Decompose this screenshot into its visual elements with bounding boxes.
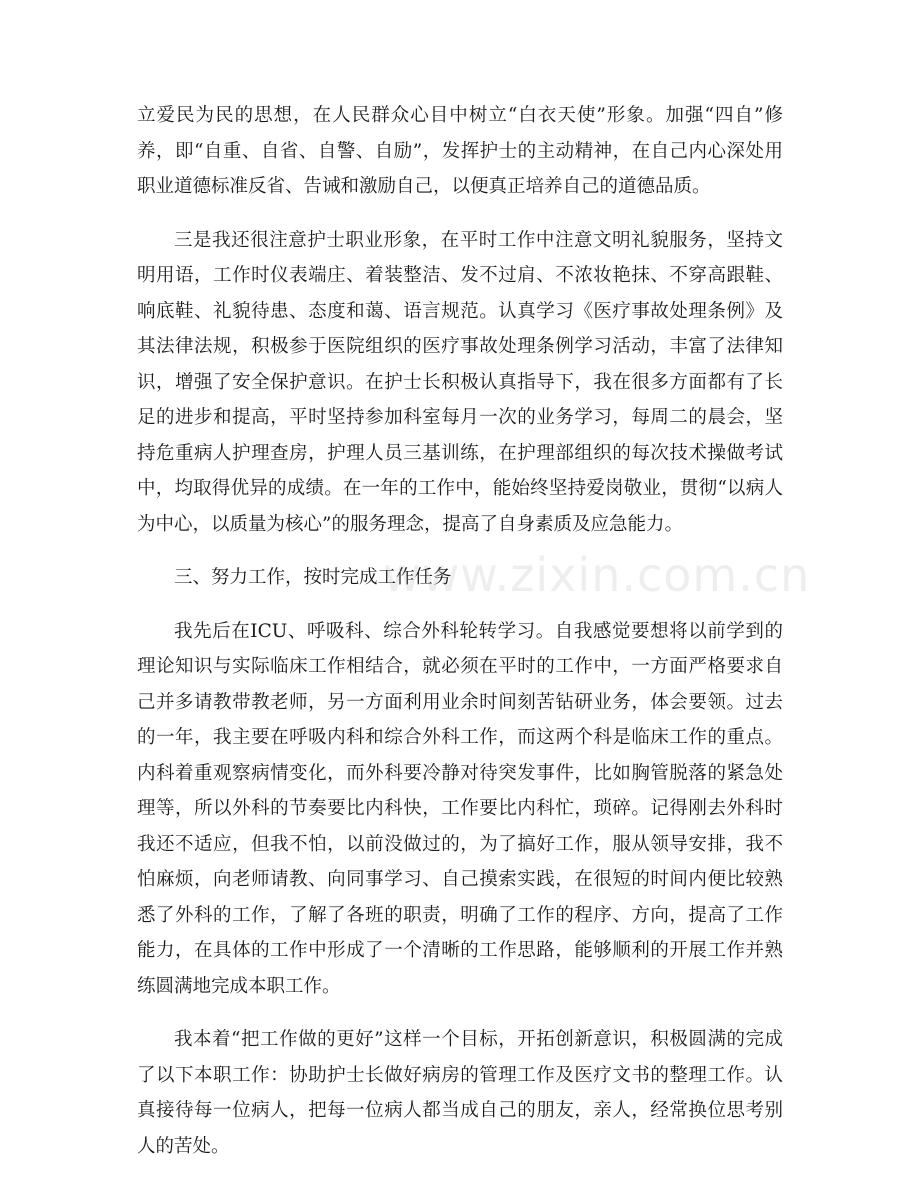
watermark-text: www.zixin.com.cn bbox=[383, 548, 811, 602]
section-heading: 三、努力工作，按时完成工作任务 bbox=[174, 567, 452, 588]
document-body bbox=[137, 98, 783, 1182]
paragraph-1: 立爱民为民的思想，在人民群众心目中树立“白衣天使”形象。加强“四自”修养，即“自重、自省、自警、自励”，发挥护士的主动精神，在自己内心深处用职业道德标准反省、告诫和激励自己，以便真正培养自己的道德品质。 bbox=[137, 105, 783, 197]
paragraph-2: 三是我还很注意护士职业形象，在平时工作中注意文明礼貌服务，坚持文明用语，工作时仪表端庄、着装整洁、发不过肩、不浓妆艳抹、不穿高跟鞋、响底鞋、礼貌待患、态度和蔼、语言规范。认真学习《医疗事故处理条例》及其法律法规，积极参于医院组织的医疗事故处理条例学习活动，丰富了法律知识，增强了安全保护意识。在护士长积极认真指导下，我在很多方面都有了长足的进步和提高，平时坚持参加科室每月一次的业务学习，每周二的晨会，坚持危重病人护理查房，护理人员三基训练，在护理部组织的每次技术操做考试中，均取得优异的成绩。在一年的工作中，能始终坚持爱岗敬业，贯彻“以病人为中心，以质量为核心”的服务理念，提高了自身素质及应急能力。 bbox=[137, 229, 783, 535]
paragraph-4: 我本着“把工作做的更好”这样一个目标，开拓创新意识，积极圆满的完成了以下本职工作：协助护士长做好病房的管理工作及医疗文书的整理工作。认真接待每一位病人，把每一位病人都当成自己的朋友，亲人，经常换位思考别人的苦处。 bbox=[137, 1029, 783, 1157]
paragraph-3: 我先后在ICU、呼吸科、综合外科轮转学习。自我感觉要想将以前学到的理论知识与实际临床工作相结合，就必须在平时的工作中，一方面严格要求自己并多请教带教老师，另一方面利用业余时间刻苦钻研业务，体会要领。过去的一年，我主要在呼吸内科和综合外科工作，而这两个科是临床工作的重点。内科着重观察病情变化，而外科要冷静对待突发事件，比如胸管脱落的紧急处理等，所以外科的节奏要比内科快，工作要比内科忙，琐碎。记得刚去外科时我还不适应，但我不怕，以前没做过的，为了搞好工作，服从领导安排，我不怕麻烦，向老师请教、向同事学习、自己摸索实践，在很短的时间内便比较熟悉了外科的工作，了解了各班的职责，明确了工作的程序、方向，提高了工作能力，在具体的工作中形成了一个清晰的工作思路，能够顺利的开展工作并熟练圆满地完成本职工作。 bbox=[137, 620, 783, 997]
